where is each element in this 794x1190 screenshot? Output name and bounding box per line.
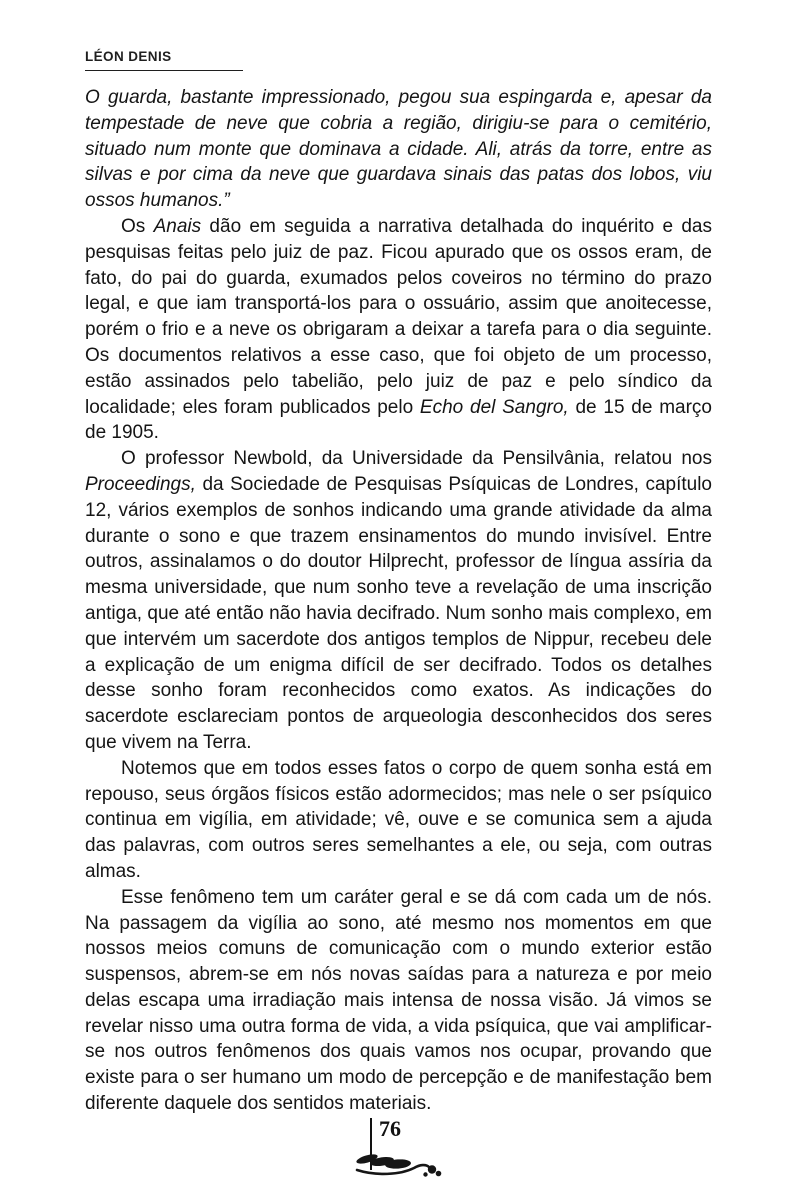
paragraph-fenomeno	[85, 885, 712, 1117]
italic-title-anais: Anais	[153, 215, 202, 237]
paragraph-text: O professor Newbold, da Universidade da Pensilvânia, relatou nos	[121, 448, 712, 470]
paragraph-text: Notemos que em todos esses fatos o corpo de quem sonha está em repouso, seus órgãos físicos estão adormecidos; mas nele o ser psíquico continua em vigília, em atividade; vê, ouve e se comunica sem a ajuda das palavras, com outros seres semelhantes a ele, ou seja, com outras almas.	[85, 757, 712, 882]
page-number: 76	[379, 1116, 401, 1141]
vine-flourish-icon	[354, 1150, 446, 1182]
page-footer	[366, 1116, 496, 1186]
paragraph-text: Os	[121, 215, 154, 237]
paragraph-anais	[85, 214, 712, 446]
running-header-title: LÉON DENIS	[85, 49, 172, 64]
quote-paragraph	[85, 85, 712, 214]
paragraph-text: da Sociedade de Pesquisas Psíquicas de Londres, capítulo 12, vários exemplos de sonhos indicando uma grande atividade da alma durante o sono e que trazem ensinamentos do mundo invisível. Entre outros, assinalamos o do doutor Hilprecht, professor de língua assíria da mesma universidade, que num sonho teve a revelação de uma inscrição antiga, que até então não havia decifrado. Num sonho mais complexo, em que intervém um sacerdote dos antigos templos de Nippur, recebeu dele a explicação de um enigma difícil de ser decifrado. Todos os detalhes desse sonho foram reconhecidos como exatos. As indicações do sacerdote esclareciam pontos de arqueologia desconhecidos dos seres que vivem na Terra.	[85, 473, 712, 753]
quote-paragraph-text: O guarda, bastante impressionado, pegou sua espingarda e, apesar da tempestade de neve que cobria a região, dirigiu-se para o cemitério, situado num monte que dominava a cidade. Ali, atrás da torre, entre as silvas e por cima da neve que guardava sinais das patas dos lobos, viu ossos humanos.”	[85, 87, 712, 212]
paragraph-newbold	[85, 446, 712, 756]
paragraph-notemos	[85, 756, 712, 885]
text-block	[85, 85, 712, 1117]
running-header	[85, 48, 243, 71]
paragraph-text: Esse fenômeno tem um caráter geral e se dá com cada um de nós. Na passagem da vigília ao sono, até mesmo nos momentos em que nossos meios comuns de comunicação com o mundo exterior estão suspensos, abrem-se em nós novas saídas para a natureza e por meio delas escapa uma irradiação mais intensa de nossa visão. Já vimos se revelar nisso uma outra forma de vida, a vida psíquica, que vai amplificar-se nos outros fenômenos dos quais vamos nos ocupar, provando que existe para o ser humano um modo de percepção e de manifestação bem diferente daquele dos sentidos materiais.	[85, 886, 712, 1115]
italic-title-proceedings: Proceedings,	[85, 473, 196, 495]
italic-title-echo-del-sangro: Echo del Sangro,	[419, 396, 569, 418]
paragraph-text: de 15 de março de 1905.	[85, 396, 712, 444]
paragraph-text: dão em seguida a narrativa detalhada do inquérito e das pesquisas feitas pelo juiz de paz. Ficou apurado que os ossos eram, de fato, do pai do guarda, exumados pelos coveiros no término do prazo legal, e que iam transportá-los para o ossuário, assim que anoitecesse, porém o frio e a neve os obrigaram a deixar a tarefa para o dia seguinte. Os documentos relativos a esse caso, que foi objeto de um processo, estão assinados pelo tabelião, pelo juiz de paz e pelo síndico da localidade; eles foram publicados pelo	[85, 215, 712, 418]
